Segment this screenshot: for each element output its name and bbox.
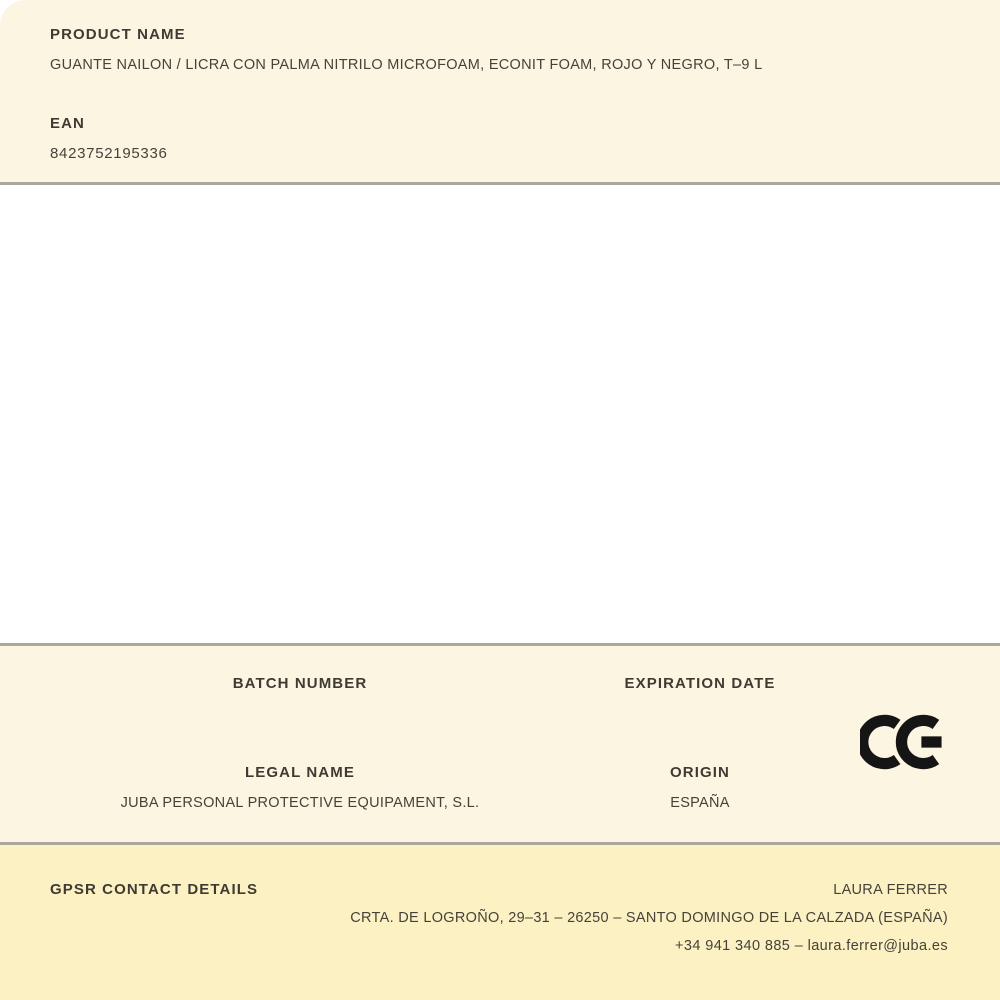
product-name-value: GUANTE NAILON / LICRA CON PALMA NITRILO MICROFOAM, ECONIT FOAM, ROJO Y NEGRO, T–9 L xyxy=(50,57,763,73)
ean-value: 8423752195336 xyxy=(50,145,168,162)
origin-heading: ORIGIN xyxy=(670,764,730,781)
product-name-heading: PRODUCT NAME xyxy=(50,26,186,43)
expiration-date-heading: EXPIRATION DATE xyxy=(624,675,776,692)
blank-area xyxy=(0,185,1000,643)
origin-value: ESPAÑA xyxy=(670,795,730,811)
gpsr-address: CRTA. DE LOGROÑO, 29–31 – 26250 – SANTO DOMINGO DE LA CALZADA (ESPAÑA) xyxy=(350,910,948,926)
gpsr-heading: GPSR CONTACT DETAILS xyxy=(50,881,259,898)
legal-name-heading: LEGAL NAME xyxy=(245,764,355,781)
legal-name-value: JUBA PERSONAL PROTECTIVE EQUIPAMENT, S.L. xyxy=(120,795,480,811)
gpsr-contact-section xyxy=(0,845,1000,1000)
ean-heading: EAN xyxy=(50,115,85,132)
batch-info-section xyxy=(0,643,1000,845)
gpsr-contact-name: LAURA FERRER xyxy=(833,882,948,898)
gpsr-phone-email: +34 941 340 885 – laura.ferrer@juba.es xyxy=(675,938,948,954)
batch-number-heading: BATCH NUMBER xyxy=(232,675,368,692)
product-identity-section xyxy=(0,0,1000,185)
ce-conformity-icon xyxy=(860,710,944,774)
